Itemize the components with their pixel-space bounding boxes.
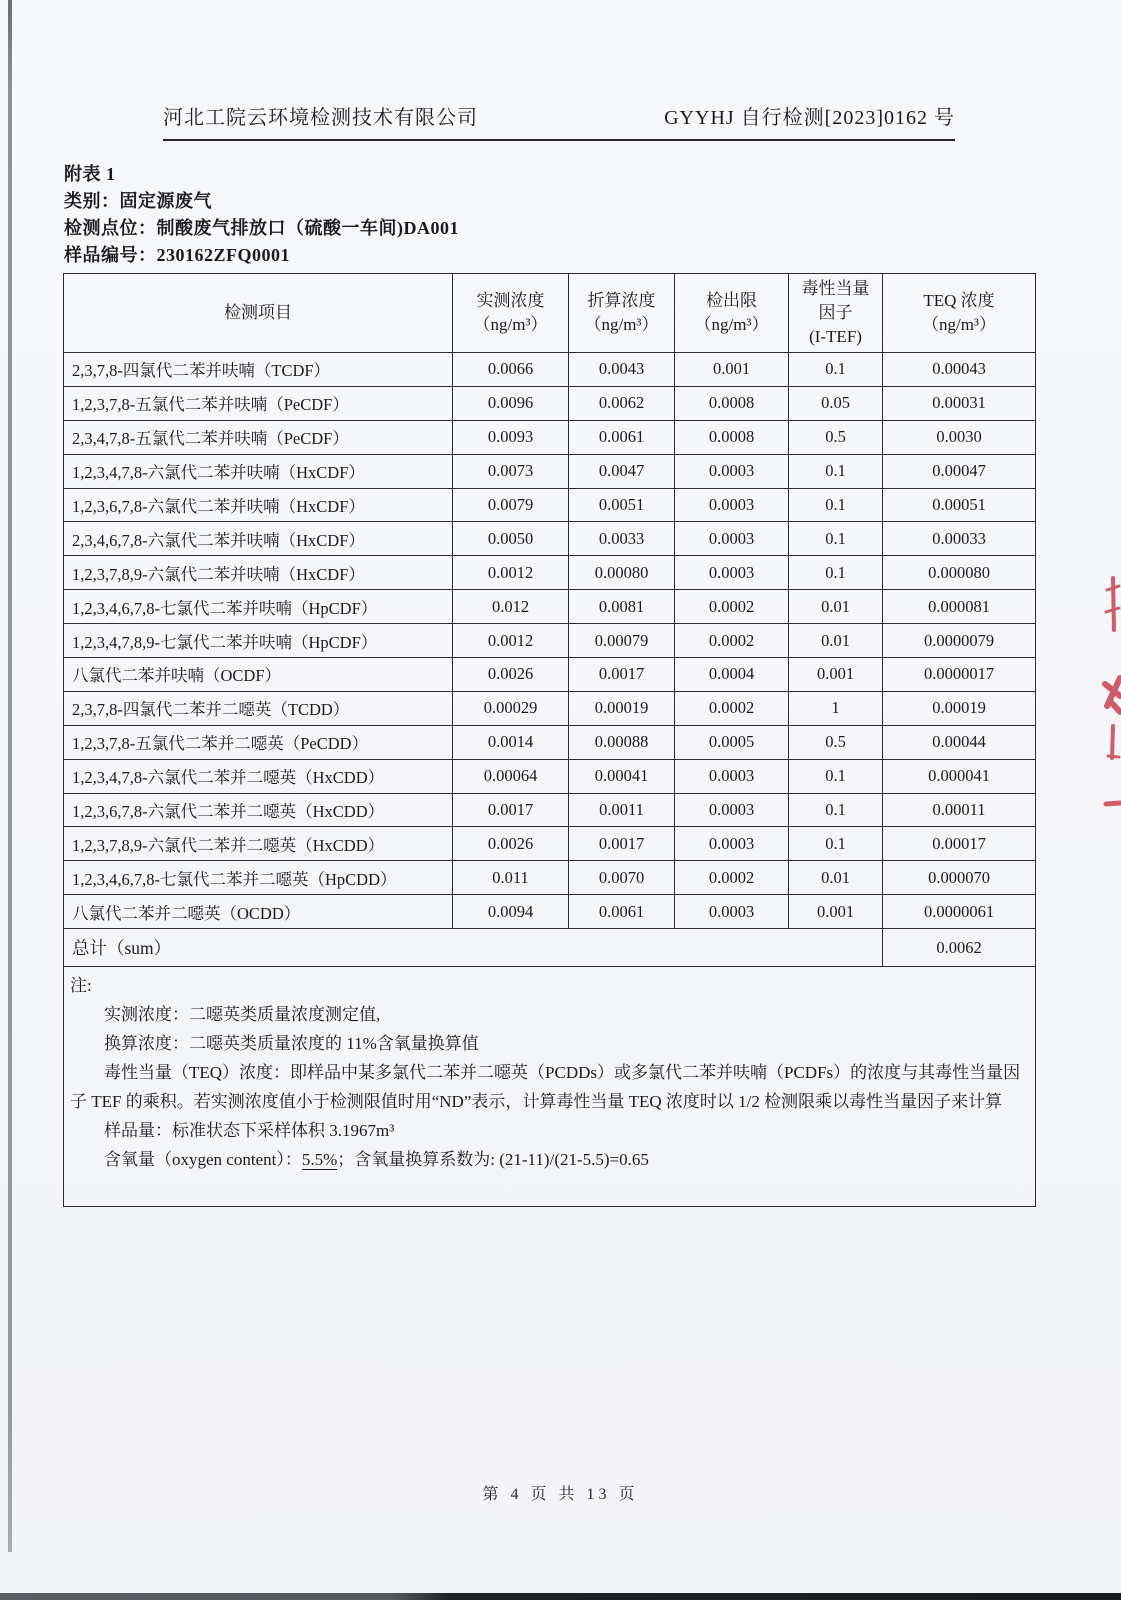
cell-tef: 0.1 [789,488,883,522]
cell-tef: 0.01 [789,624,883,658]
notes-label: 注: [70,976,92,996]
cell-measured: 0.0094 [453,895,569,929]
cell-measured: 0.00029 [453,691,569,725]
cell-converted: 0.0062 [569,386,675,420]
cell-detection-limit: 0.0008 [675,386,789,420]
table-row [64,420,1036,454]
cell-item-name: 1,2,3,7,8-五氯代二苯并二噁英（PeCDD） [64,725,453,759]
cell-teq: 0.00019 [883,691,1036,725]
table-row [64,488,1036,522]
cell-converted: 0.0033 [569,522,675,556]
cell-tef: 0.1 [789,353,883,387]
table-row [64,353,1036,387]
col-header-tef: 毒性当量 因子 (I-TEF) [789,274,883,353]
cell-tef: 0.1 [789,827,883,861]
company-name: 河北工院云环境检测技术有限公司 [163,107,478,129]
cell-teq: 0.00033 [883,522,1036,556]
cell-tef: 0.5 [789,725,883,759]
cell-measured: 0.0073 [453,454,569,488]
note-teq: 毒性当量（TEQ）浓度：即样品中某多氯代二苯并二噁英（PCDDs）或多氯代二苯并呋喃（PCDFs）的浓度与其毒性当量因子 TEF 的乘积。若实测浓度值小于检测限值时用“ND”表示，计算毒性当量 TEQ 浓度时以 1/2 检测限乘以毒性当量因子来计算 [70,1063,1021,1112]
cell-converted: 0.0051 [569,488,675,522]
cell-tef: 0.1 [789,759,883,793]
col-header-item: 检测项目 [64,274,453,353]
document-number: GYYHJ 自行检测[2023]0162 号 [664,107,955,129]
table-row [64,725,1036,759]
table-row [64,658,1036,692]
cell-measured: 0.0026 [453,658,569,692]
cell-detection-limit: 0.0003 [675,759,789,793]
cell-item-name: 2,3,7,8-四氯代二苯并呋喃（TCDF） [64,353,453,387]
cell-teq: 0.00017 [883,827,1036,861]
notes-row [64,967,1036,1207]
red-stamp-fragment-icon [1099,560,1121,850]
cell-converted: 0.00088 [569,725,675,759]
table-row [64,691,1036,725]
note-converted: 换算浓度：二噁英类质量浓度的 11%含氧量换算值 [104,1034,479,1054]
table-body [64,353,1036,929]
cell-converted: 0.00019 [569,691,675,725]
cell-item-name: 1,2,3,7,8,9-六氯代二苯并呋喃（HxCDF） [64,556,453,590]
cell-tef: 0.01 [789,590,883,624]
cell-item-name: 2,3,7,8-四氯代二苯并二噁英（TCDD） [64,691,453,725]
header-rule [163,139,955,141]
cell-converted: 0.00041 [569,759,675,793]
cell-detection-limit: 0.0005 [675,725,789,759]
cell-detection-limit: 0.001 [675,353,789,387]
cell-item-name: 1,2,3,6,7,8-六氯代二苯并呋喃（HxCDF） [64,488,453,522]
cell-detection-limit: 0.0003 [675,488,789,522]
cell-detection-limit: 0.0008 [675,420,789,454]
cell-item-name: 1,2,3,4,7,8,9-七氯代二苯并呋喃（HpCDF） [64,624,453,658]
oxygen-suffix: ；含氧量换算系数为: (21-11)/(21-5.5)=0.65 [337,1150,649,1170]
sum-label: 总计（sum） [64,929,883,967]
monitoring-point-line: 检测点位：制酸废气排放口（硫酸一车间)DA001 [64,218,459,238]
sample-meta-block [64,161,459,269]
cell-measured: 0.0096 [453,386,569,420]
cell-detection-limit: 0.0004 [675,658,789,692]
cell-detection-limit: 0.0003 [675,827,789,861]
cell-tef: 0.001 [789,895,883,929]
cell-converted: 0.0061 [569,420,675,454]
cell-converted: 0.0043 [569,353,675,387]
cell-detection-limit: 0.0002 [675,691,789,725]
category-line: 类别：固定源废气 [64,191,212,211]
oxygen-prefix: 含氧量（oxygen content）： [104,1150,302,1170]
cell-detection-limit: 0.0003 [675,793,789,827]
document-header [163,101,955,130]
cell-item-name: 1,2,3,7,8,9-六氯代二苯并二噁英（HxCDD） [64,827,453,861]
table-row [64,861,1036,895]
table-row [64,454,1036,488]
cell-teq: 0.000080 [883,556,1036,590]
cell-teq: 0.000081 [883,590,1036,624]
dioxin-results-table [63,273,1036,1207]
scan-left-edge [8,0,12,1552]
cell-teq: 0.0030 [883,420,1036,454]
table-row [64,590,1036,624]
cell-converted: 0.00079 [569,624,675,658]
cell-tef: 0.1 [789,454,883,488]
sample-number-line: 样品编号：230162ZFQ0001 [64,245,291,265]
cell-measured: 0.0093 [453,420,569,454]
cell-teq: 0.00031 [883,386,1036,420]
sum-value: 0.0062 [883,929,1036,967]
cell-detection-limit: 0.0002 [675,861,789,895]
cell-item-name: 1,2,3,4,6,7,8-七氯代二苯并二噁英（HpCDD） [64,861,453,895]
cell-item-name: 1,2,3,4,7,8-六氯代二苯并呋喃（HxCDF） [64,454,453,488]
cell-item-name: 1,2,3,7,8-五氯代二苯并呋喃（PeCDF） [64,386,453,420]
cell-teq: 0.0000061 [883,895,1036,929]
cell-detection-limit: 0.0002 [675,590,789,624]
col-header-measured: 实测浓度 （ng/m³） [453,274,569,353]
cell-item-name: 2,3,4,6,7,8-六氯代二苯并呋喃（HxCDF） [64,522,453,556]
table-row [64,522,1036,556]
scan-bottom-edge [0,1593,1121,1600]
cell-measured: 0.012 [453,590,569,624]
cell-tef: 0.5 [789,420,883,454]
table-row [64,793,1036,827]
cell-converted: 0.0017 [569,827,675,861]
cell-tef: 0.1 [789,522,883,556]
cell-converted: 0.0017 [569,658,675,692]
cell-measured: 0.0012 [453,556,569,590]
cell-measured: 0.0066 [453,353,569,387]
cell-teq: 0.00051 [883,488,1036,522]
col-header-converted: 折算浓度 （ng/m³） [569,274,675,353]
cell-detection-limit: 0.0003 [675,522,789,556]
cell-converted: 0.0081 [569,590,675,624]
cell-item-name: 八氯代二苯并呋喃（OCDF） [64,658,453,692]
cell-converted: 0.0061 [569,895,675,929]
cell-detection-limit: 0.0003 [675,454,789,488]
cell-detection-limit: 0.0003 [675,556,789,590]
cell-tef: 1 [789,691,883,725]
cell-item-name: 1,2,3,4,7,8-六氯代二苯并二噁英（HxCDD） [64,759,453,793]
cell-teq: 0.00044 [883,725,1036,759]
cell-converted: 0.0047 [569,454,675,488]
table-row [64,624,1036,658]
table-row [64,759,1036,793]
table-row [64,556,1036,590]
table-row [64,827,1036,861]
cell-measured: 0.011 [453,861,569,895]
cell-detection-limit: 0.0003 [675,895,789,929]
cell-tef: 0.05 [789,386,883,420]
cell-teq: 0.00047 [883,454,1036,488]
cell-measured: 0.0050 [453,522,569,556]
col-header-teq: TEQ 浓度 （ng/m³） [883,274,1036,353]
cell-teq: 0.000070 [883,861,1036,895]
appendix-label: 附表 1 [64,164,116,184]
note-oxygen-content [70,1145,1027,1174]
cell-measured: 0.00064 [453,759,569,793]
note-sample-volume: 样品量：标准状态下采样体积 3.1967m³ [104,1121,395,1141]
oxygen-value: 5.5% [301,1150,338,1170]
cell-measured: 0.0014 [453,725,569,759]
note-measured: 实测浓度：二噁英类质量浓度测定值, [104,1005,381,1025]
cell-item-name: 八氯代二苯并二噁英（OCDD） [64,895,453,929]
page-number: 第 4 页 共 13 页 [482,1486,639,1503]
cell-measured: 0.0026 [453,827,569,861]
cell-tef: 0.1 [789,793,883,827]
cell-tef: 0.01 [789,861,883,895]
col-header-detection-limit: 检出限 （ng/m³） [675,274,789,353]
table-row [64,895,1036,929]
cell-measured: 0.0012 [453,624,569,658]
cell-converted: 0.00080 [569,556,675,590]
cell-measured: 0.0017 [453,793,569,827]
table-row [64,386,1036,420]
cell-teq: 0.000041 [883,759,1036,793]
cell-tef: 0.001 [789,658,883,692]
cell-item-name: 2,3,4,7,8-五氯代二苯并呋喃（PeCDF） [64,420,453,454]
cell-item-name: 1,2,3,4,6,7,8-七氯代二苯并呋喃（HpCDF） [64,590,453,624]
cell-converted: 0.0011 [569,793,675,827]
table-header [64,274,1036,353]
cell-teq: 0.00011 [883,793,1036,827]
cell-measured: 0.0079 [453,488,569,522]
cell-converted: 0.0070 [569,861,675,895]
cell-item-name: 1,2,3,6,7,8-六氯代二苯并二噁英（HxCDD） [64,793,453,827]
cell-detection-limit: 0.0002 [675,624,789,658]
cell-teq: 0.0000079 [883,624,1036,658]
sum-row [64,929,1036,967]
cell-teq: 0.00043 [883,353,1036,387]
cell-teq: 0.0000017 [883,658,1036,692]
cell-tef: 0.1 [789,556,883,590]
